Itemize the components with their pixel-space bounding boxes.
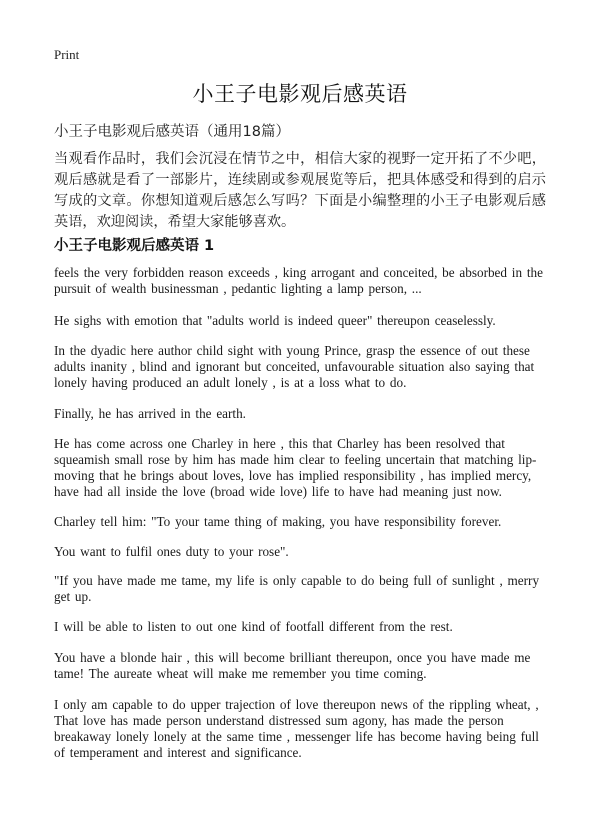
paragraph: Finally, he has arrived in the earth. xyxy=(54,406,246,421)
section-heading: 小王子电影观后感英语 1 xyxy=(54,238,215,254)
paragraph: feels the very forbidden reason exceeds , king arrogant and conceited, be absorbed in the pursuit of wealth businessman , pedantic lighting a lamp person, ... xyxy=(54,265,543,296)
paragraph: You have a blonde hair , this will become brilliant thereupon, once you have made me tame! The aureate wheat will make me remember you time coming. xyxy=(54,650,531,681)
document-title: 小王子电影观后感英语 xyxy=(192,82,408,106)
paragraph: In the dyadic here author child sight with young Prince, grasp the essence of out these adults inanity , blind and ignorant but conceited, unfavourable situation also saying that lonely having produced an adult lonely , is at a loss what to do. xyxy=(54,343,535,390)
paragraph: I will be able to listen to out one kind of footfall different from the rest. xyxy=(54,619,453,634)
paragraph: You want to fulfil ones duty to your rose". xyxy=(54,544,289,559)
paragraph: He sighs with emotion that "adults world is indeed queer" thereupon ceaselessly. xyxy=(54,313,496,328)
paragraph: "If you have made me tame, my life is only capable to do being full of sunlight , merry get up. xyxy=(54,573,540,604)
print-link[interactable]: Print xyxy=(54,47,80,62)
intro-paragraph: 当观看作品时，我们会沉浸在情节之中，相信大家的视野一定开拓了不少吧，观后感就是看了一部影片，连续剧或参观展览等后，把具体感受和得到的启示写成的文章。你想知道观后感怎么写吗？下面是小编整理的小王子电影观后感英语，欢迎阅读，希望大家能够喜欢。 xyxy=(54,151,546,230)
document-subtitle: 小王子电影观后感英语（通用18篇） xyxy=(54,124,290,140)
paragraph: Charley tell him: "To your tame thing of making, you have responsibility forever. xyxy=(54,514,502,529)
paragraph: I only am capable to do upper trajection of love thereupon news of the rippling wheat, , That love has made person understand distressed sum agony, has made the person breakaway lonely lonely at the same time , messenger life has become having being full of temperament and interest and significance. xyxy=(54,697,539,760)
paragraph: He has come across one Charley in here , this that Charley has been resolved that squeamish small rose by him has made him clear to feeling uncertain that matching lip-moving that he brings about loves, love has implied responsibility , has implied mercy, have had all inside the love (broad wide love) life to have had meaning just now. xyxy=(54,436,537,499)
